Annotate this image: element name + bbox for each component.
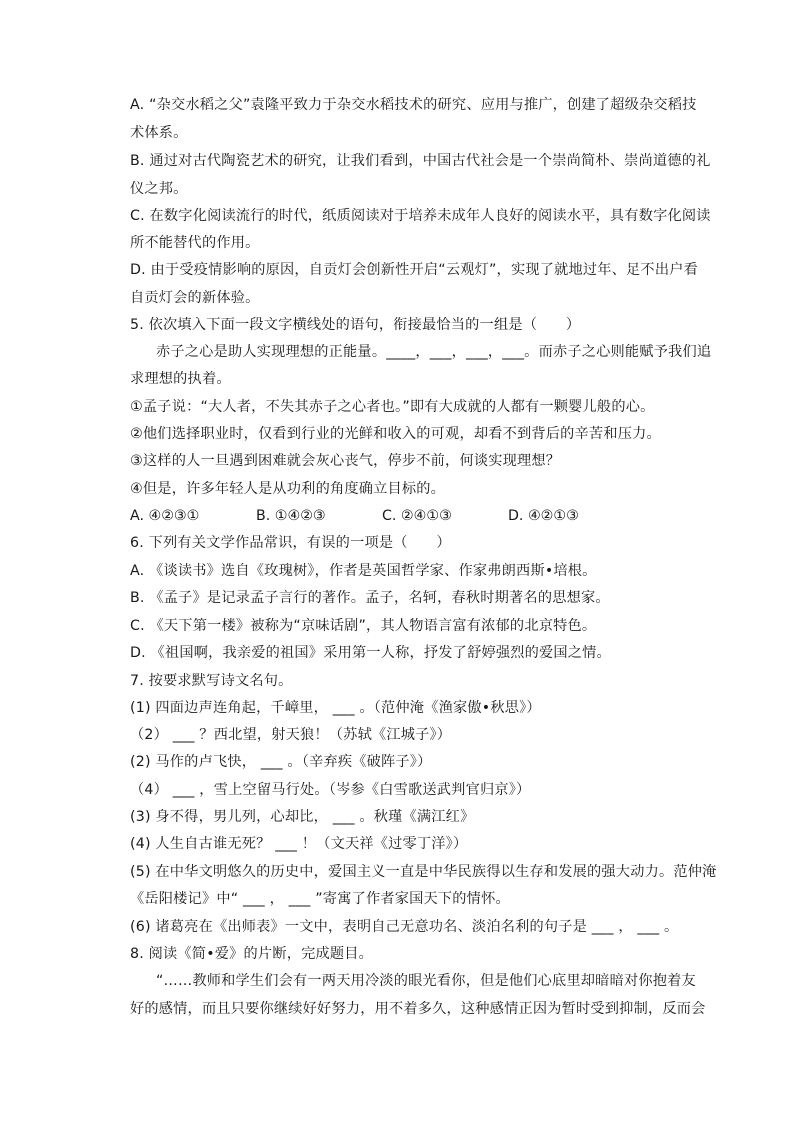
q4-option-a-line2: 术体系。 <box>130 125 188 141</box>
q7-item-7-line2: 《岳阳楼记》中“ ___ ， ___ ”寄寓了作者家国天下的情怀。 <box>130 891 510 907</box>
q8-passage-line2: 好的感情，而且只要你继续好好努力，用不着多久，这种感情正因为暂时受到抑制，反而会 <box>130 1001 706 1017</box>
q5-option-d: D. ④②①③ <box>508 508 579 524</box>
q5-stem: 5. 依次填入下面一段文字横线处的语句，衔接最恰当的一组是（ ） <box>130 317 581 333</box>
q4-option-c-line2: 所不能替代的作用。 <box>130 235 260 251</box>
q5-option-b: B. ①④②③ <box>256 508 326 524</box>
q8-passage-line1: “……教师和学生们会有一两天用冷淡的眼光看你，但是他们心底里却暗暗对你抱着友 <box>156 973 696 989</box>
q4-option-a-line1: A. “杂交水稻之父”袁隆平致力于杂交水稻技术的研究、应用与推广，创建了超级杂交稻技 <box>130 97 697 113</box>
q4-option-c-line1: C. 在数字化阅读流行的时代，纸质阅读对于培养未成年人良好的阅读水平，具有数字化阅读 <box>130 208 711 224</box>
q5-sentence-3: ③这样的人一旦遇到困难就会灰心丧气，停步不前，何谈实现理想？ <box>130 453 561 469</box>
q7-item-2: （2） ___ ？西北望，射天狼！（苏轼《江城子》） <box>130 727 452 743</box>
q7-item-5: (3) 身不得，男儿列，心却比， ___ 。秋瑾《满江红》 <box>130 809 475 825</box>
q5-option-a: A. ④②③① <box>130 508 200 524</box>
q4-option-d-line1: D. 由于受疫情影响的原因，自贡灯会创新性开启“云观灯”，实现了就地过年、足不出户看 <box>130 262 698 278</box>
q7-item-6: (4) 人生自古谁无死？ ___ ！（文天祥《过零丁洋》） <box>130 836 468 852</box>
q5-passage-line2: 求理想的执着。 <box>130 371 231 387</box>
q6-option-a: A. 《谈读书》选自《玫瑰树》，作者是英国哲学家、作家弗朗西斯•培根。 <box>130 563 597 579</box>
q5-sentence-2: ②他们选择职业时，仅看到行业的光鲜和收入的可观，却看不到背后的辛苦和压力。 <box>130 426 661 442</box>
q6-stem: 6. 下列有关文学作品常识，有误的一项是（ ） <box>130 535 451 551</box>
q4-option-b-line2: 仪之邦。 <box>130 181 188 197</box>
q6-option-c: C. 《天下第一楼》被称为“京味话剧”，其人物语言富有浓郁的北京特色。 <box>130 618 597 634</box>
q7-stem: 7. 按要求默写诗文名句。 <box>130 673 293 689</box>
q4-option-d-line2: 自贡灯会的新体验。 <box>130 290 260 306</box>
q5-sentence-4: ④但是，许多年轻人是从功利的角度确立目标的。 <box>130 481 446 497</box>
q4-option-b-line1: B. 通过对古代陶瓷艺术的研究，让我们看到，中国古代社会是一个崇尚简朴、崇尚道德的礼 <box>130 153 711 169</box>
q7-item-4: （4） ___ ，雪上空留马行处。（岑参《白雪歌送武判官归京》） <box>130 782 531 798</box>
q7-item-8: (6) 诸葛亮在《出师表》一文中，表明自己无意功名、淡泊名利的句子是 ___ ， ___ 。 <box>130 919 679 935</box>
q6-option-d: D. 《祖国啊，我亲爱的祖国》采用第一人称，抒发了舒婷强烈的爱国之情。 <box>130 645 611 661</box>
q8-stem: 8. 阅读《简•爱》的片断，完成题目。 <box>130 946 374 962</box>
q6-option-b: B. 《孟子》是记录孟子言行的著作。孟子，名轲，春秋时期著名的思想家。 <box>130 590 610 606</box>
q5-sentence-1: ①孟子说：“大人者，不失其赤子之心者也。”即有大成就的人都有一颗婴儿般的心。 <box>130 399 655 415</box>
q5-passage-line1: 赤子之心是助人实现理想的正能量。____，___，___，___。而赤子之心则能赋予我们追 <box>156 344 712 360</box>
q5-option-c: C. ②④①③ <box>382 508 452 524</box>
q7-item-3: (2) 马作的卢飞快， ___ 。（辛弃疾《破阵子》） <box>130 754 432 770</box>
q7-item-7-line1: (5) 在中华文明悠久的历史中，爱国主义一直是中华民族得以生存和发展的强大动力。范仲淹 <box>130 864 717 880</box>
q7-item-1: (1) 四面边声连角起，千嶂里， ___ 。（范仲淹《渔家傲•秋思》） <box>130 700 541 716</box>
